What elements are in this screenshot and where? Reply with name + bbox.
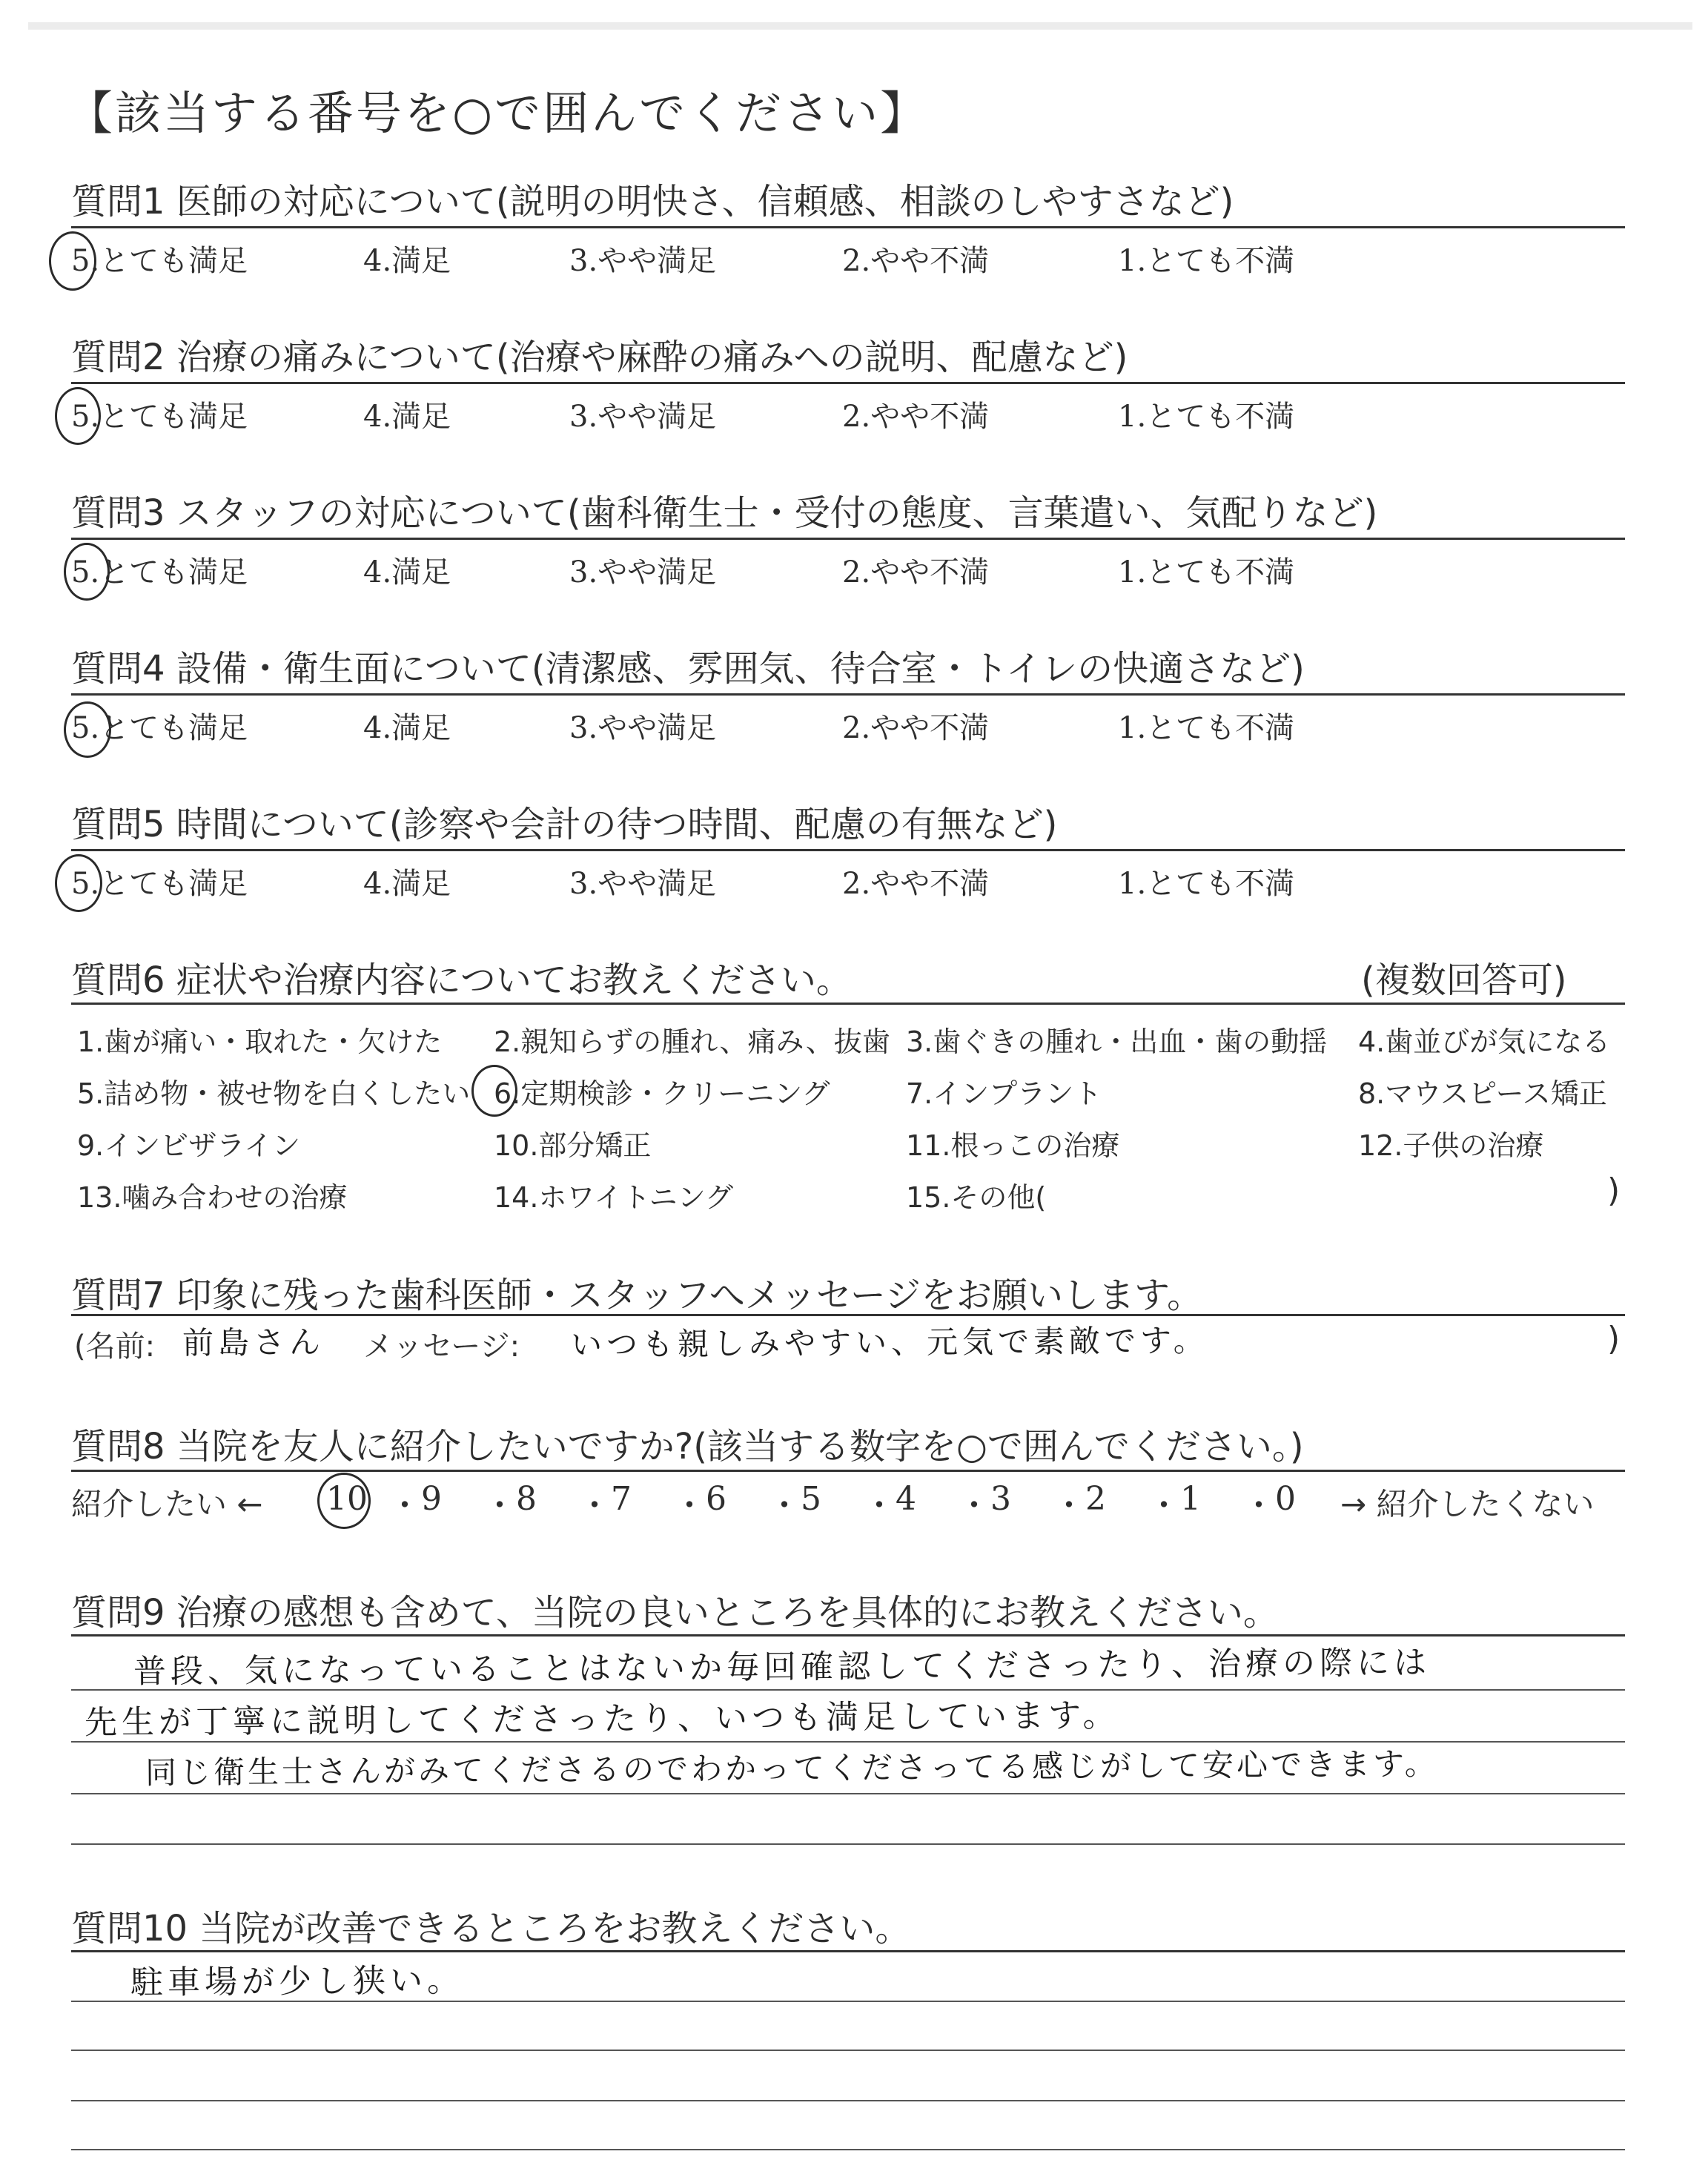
question-2-title: 質問2 治療の痛みについて(治療や麻酔の痛みへの説明、配慮など) xyxy=(71,337,1128,378)
q4-option-3[interactable]: 3.やや満足 xyxy=(569,711,717,745)
q1-option-2[interactable]: 2.やや不満 xyxy=(842,244,990,278)
question-6-note: (複数回答可) xyxy=(1361,960,1567,1001)
question-8-rule xyxy=(71,1470,1625,1472)
question-9-rule-5 xyxy=(71,1843,1625,1845)
q1-option-3[interactable]: 3.やや満足 xyxy=(569,244,717,278)
q6-option-10[interactable]: 10.部分矯正 xyxy=(494,1129,652,1162)
q6-option-1[interactable]: 1.歯が痛い・取れた・欠けた xyxy=(77,1025,443,1058)
q8-scale-separator: ・ xyxy=(1148,1487,1180,1525)
q8-scale-4[interactable]: 4 xyxy=(896,1480,916,1518)
q8-right-label: → 紹介したくない xyxy=(1340,1486,1595,1522)
q6-option-13[interactable]: 13.噛み合わせの治療 xyxy=(77,1181,348,1214)
q6-option-5[interactable]: 5.詰め物・被せ物を白くしたい xyxy=(77,1077,471,1110)
question-1-rule xyxy=(71,226,1625,228)
q8-scale-separator: ・ xyxy=(863,1487,896,1525)
q7-name-label: (名前: xyxy=(74,1330,156,1364)
question-3-title: 質問3 スタッフの対応について(歯科衛生士・受付の態度、言葉遣い、気配りなど) xyxy=(71,492,1378,534)
q8-left-label: 紹介したい ← xyxy=(71,1486,263,1522)
q3-option-3[interactable]: 3.やや満足 xyxy=(569,555,717,589)
q5-option-1[interactable]: 1.とても不満 xyxy=(1118,867,1295,901)
q8-scale-separator: ・ xyxy=(483,1487,516,1525)
q8-scale-separator: ・ xyxy=(958,1487,990,1525)
question-3-rule xyxy=(71,538,1625,540)
q6-option-12[interactable]: 12.子供の治療 xyxy=(1358,1129,1544,1162)
q4-option-5[interactable]: 5.とても満足 xyxy=(71,711,248,745)
question-9-rule-4 xyxy=(71,1793,1625,1794)
question-1-title: 質問1 医師の対応について(説明の明快さ、信頼感、相談のしやすさなど) xyxy=(71,181,1234,222)
q2-option-2[interactable]: 2.やや不満 xyxy=(842,400,990,434)
question-5-rule xyxy=(71,849,1625,851)
question-10-rule-3 xyxy=(71,2050,1625,2051)
q6-option-4[interactable]: 4.歯並びが気になる xyxy=(1358,1025,1611,1058)
q8-scale-7[interactable]: 7 xyxy=(611,1480,632,1518)
q5-option-5[interactable]: 5.とても満足 xyxy=(71,867,248,901)
q5-option-4[interactable]: 4.満足 xyxy=(363,867,451,901)
q6-option-9[interactable]: 9.インビザライン xyxy=(77,1129,301,1162)
q8-scale-separator: ・ xyxy=(388,1487,421,1525)
q6-option-14[interactable]: 14.ホワイトニング xyxy=(494,1181,734,1214)
q7-close-paren: ) xyxy=(1607,1320,1621,1358)
q10-answer-line-1[interactable]: 駐車場が少し狭い。 xyxy=(130,1961,465,2002)
question-9-title: 質問9 治療の感想も含めて、当院の良いところを具体的にお教えください。 xyxy=(71,1592,1279,1634)
question-2-rule xyxy=(71,382,1625,384)
q2-option-3[interactable]: 3.やや満足 xyxy=(569,400,717,434)
q2-selected-circle xyxy=(55,387,101,445)
question-10-title: 質問10 当院が改善できるところをお教えください。 xyxy=(71,1908,911,1949)
q7-message-value[interactable]: いつも親しみやすい、元気で素敵です。 xyxy=(570,1321,1209,1364)
q7-message-label: メッセージ: xyxy=(363,1330,520,1364)
q1-option-4[interactable]: 4.満足 xyxy=(363,244,451,278)
q8-scale-3[interactable]: 3 xyxy=(990,1480,1011,1518)
q3-option-1[interactable]: 1.とても不満 xyxy=(1118,555,1295,589)
q9-answer-line-2[interactable]: 先生が丁寧に説明してくださったり、いつも満足しています。 xyxy=(84,1697,1120,1742)
q2-option-5[interactable]: 5.とても満足 xyxy=(71,400,248,434)
q4-option-4[interactable]: 4.満足 xyxy=(363,711,451,745)
q3-option-4[interactable]: 4.満足 xyxy=(363,555,451,589)
q8-scale-8[interactable]: 8 xyxy=(516,1480,537,1518)
q4-selected-circle xyxy=(64,701,111,758)
q3-selected-circle xyxy=(64,543,110,601)
q4-option-2[interactable]: 2.やや不満 xyxy=(842,711,990,745)
q8-scale-1[interactable]: 1 xyxy=(1180,1480,1201,1518)
q5-option-3[interactable]: 3.やや満足 xyxy=(569,867,717,901)
q6-option-2[interactable]: 2.親知らずの腫れ、痛み、抜歯 xyxy=(494,1025,890,1058)
form-header: 【該当する番号を○で囲んでください】 xyxy=(67,86,929,140)
page-top-edge xyxy=(28,22,1692,30)
question-5-title: 質問5 時間について(診察や会計の待つ時間、配慮の有無など) xyxy=(71,804,1058,845)
q8-scale-separator: ・ xyxy=(1242,1487,1275,1525)
q8-scale-separator: ・ xyxy=(673,1487,706,1525)
q8-scale-9[interactable]: 9 xyxy=(421,1480,442,1518)
question-7-title: 質問7 印象に残った歯科医師・スタッフへメッセージをお願いします。 xyxy=(71,1275,1203,1316)
q6-option-7[interactable]: 7.インプラント xyxy=(906,1077,1102,1110)
q8-scale-separator: ・ xyxy=(768,1487,801,1525)
question-10-rule-1 xyxy=(71,1950,1625,1952)
q9-answer-line-1[interactable]: 普段、気になっていることはないか毎回確認してくださったり、治療の際には xyxy=(133,1643,1431,1691)
question-4-rule xyxy=(71,693,1625,696)
q4-option-1[interactable]: 1.とても不満 xyxy=(1118,711,1295,745)
q6-option-3[interactable]: 3.歯ぐきの腫れ・出血・歯の動揺 xyxy=(906,1025,1328,1058)
q6-option-8[interactable]: 8.マウスピース矯正 xyxy=(1358,1077,1607,1110)
question-7-rule xyxy=(71,1314,1625,1316)
q1-option-5[interactable]: 5.とても満足 xyxy=(71,244,248,278)
q3-option-5[interactable]: 5.とても満足 xyxy=(71,555,248,589)
q8-scale-separator: ・ xyxy=(578,1487,611,1525)
question-6-title: 質問6 症状や治療内容についてお教えください。 xyxy=(71,960,852,1001)
q8-scale-2[interactable]: 2 xyxy=(1085,1480,1106,1518)
q2-option-4[interactable]: 4.満足 xyxy=(363,400,451,434)
q8-scale-0[interactable]: 0 xyxy=(1275,1480,1296,1518)
q1-selected-circle xyxy=(49,231,96,291)
q8-selected-circle xyxy=(317,1473,371,1529)
q6-selected-circle xyxy=(471,1065,517,1117)
q8-scale-6[interactable]: 6 xyxy=(706,1480,726,1518)
q5-selected-circle xyxy=(55,854,102,912)
q7-name-value[interactable]: 前島さん xyxy=(182,1324,325,1361)
q6-option-11[interactable]: 11.根っこの治療 xyxy=(906,1129,1120,1162)
q8-scale-10[interactable]: 10 xyxy=(326,1480,368,1518)
q2-option-1[interactable]: 1.とても不満 xyxy=(1118,400,1295,434)
q6-option-6[interactable]: 6.定期検診・クリーニング xyxy=(494,1077,830,1110)
q8-scale-5[interactable]: 5 xyxy=(801,1480,821,1518)
q6-option-15[interactable]: 15.その他( xyxy=(906,1181,1047,1214)
q9-answer-line-3[interactable]: 同じ衛生士さんがみてくださるのでわかってくださってる感じがして安心できます。 xyxy=(145,1745,1439,1791)
q5-option-2[interactable]: 2.やや不満 xyxy=(842,867,990,901)
question-10-rule-4 xyxy=(71,2100,1625,2101)
q6-other-close-paren: ) xyxy=(1607,1172,1621,1209)
q1-option-1[interactable]: 1.とても不満 xyxy=(1118,244,1295,278)
q3-option-2[interactable]: 2.やや不満 xyxy=(842,555,990,589)
question-4-title: 質問4 設備・衛生面について(清潔感、雰囲気、待合室・トイレの快適さなど) xyxy=(71,648,1305,690)
q8-scale-separator: ・ xyxy=(1053,1487,1085,1525)
question-6-rule xyxy=(71,1003,1625,1005)
question-8-title: 質問8 当院を友人に紹介したいですか?(該当する数字を○で囲んでください。) xyxy=(71,1426,1304,1467)
question-10-rule-5 xyxy=(71,2149,1625,2150)
